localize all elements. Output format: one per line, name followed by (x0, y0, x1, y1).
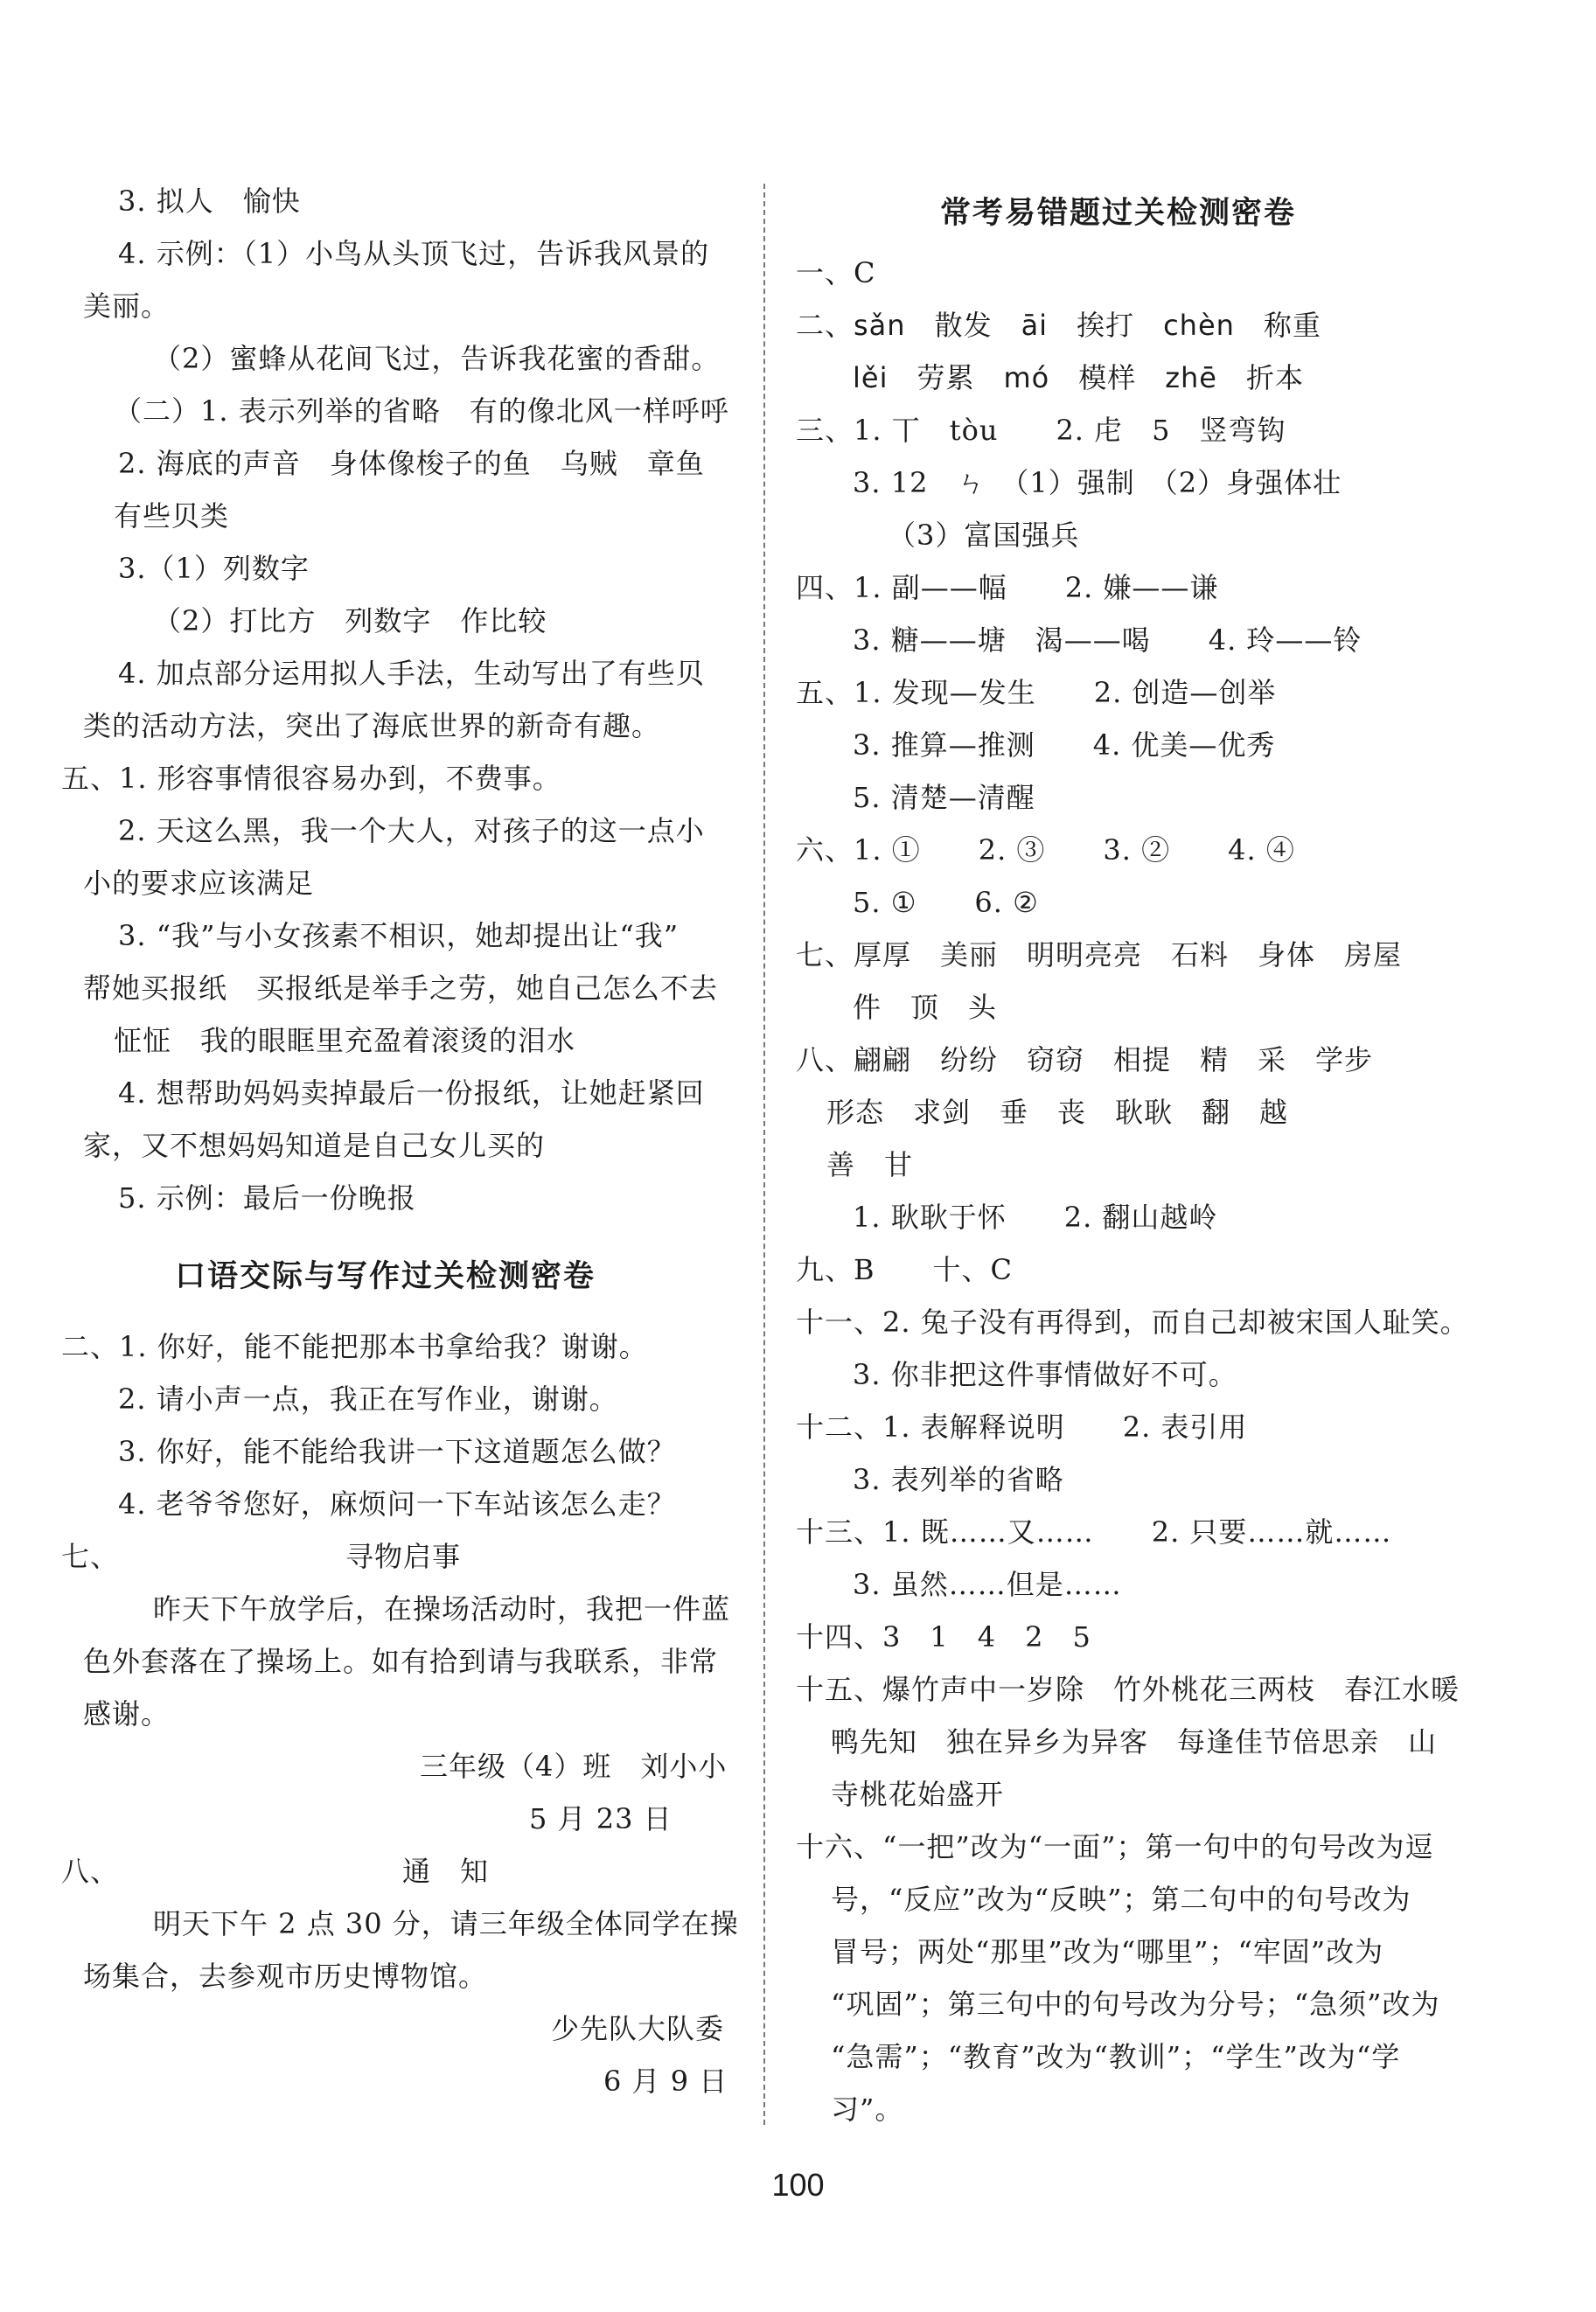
answer-line: 鸭先知 独在异乡为异客 每逢佳节倍思亲 山 (831, 1725, 1438, 1758)
answer-line: 3.（1）列数字 (118, 552, 310, 585)
answer-line: 一、C (796, 256, 876, 289)
answer-line: 十五、爆竹声中一岁除 竹外桃花三两枝 春江水暖 (796, 1673, 1460, 1706)
answer-line: 明天下午 2 点 30 分，请三年级全体同学在操 (153, 1907, 739, 1940)
answer-line: 六、1. ① 2. ③ 3. ② 4. ④ (796, 833, 1295, 867)
answer-line: 昨天下午放学后，在操场活动时，我把一件蓝 (153, 1592, 731, 1626)
answer-line: 十二、1. 表解释说明 2. 表引用 (796, 1410, 1248, 1444)
answer-line: 2. 请小声一点，我正在写作业，谢谢。 (118, 1382, 618, 1416)
answer-line: lěi 劳累 mó 模样 zhē 折本 (853, 361, 1304, 394)
answer-line: （二）1. 表示列举的省略 有的像北风一样呼呼 (114, 394, 729, 428)
answer-line: 件 顶 头 (853, 991, 998, 1024)
answer-line: 美丽。 (83, 289, 171, 323)
signature: 三年级（4）班 刘小小 (420, 1750, 728, 1783)
answer-line: 3. 你好，能不能给我讲一下这道题怎么做？ (118, 1435, 676, 1468)
answer-line: 3. “我”与小女孩素不相识，她却提出让“我” (118, 919, 680, 952)
page-number: 100 (771, 2167, 825, 2203)
answer-line: 5. 示例：最后一份晚报 (118, 1181, 416, 1215)
date: 5 月 23 日 (529, 1802, 673, 1835)
answer-line: 2. 海底的声音 身体像梭子的鱼 乌贼 章鱼 (118, 447, 705, 480)
section-title: 常考易错题过关检测密卷 (940, 196, 1297, 231)
answer-line: 小的要求应该满足 (83, 867, 315, 900)
answer-line: 八、 (61, 1855, 120, 1888)
answer-line: 帮她买报纸 买报纸是举手之劳，她自己怎么不去 (83, 971, 719, 1005)
answer-line: 怔怔 我的眼眶里充盈着滚烫的泪水 (114, 1024, 576, 1057)
answer-line: 七、 (61, 1540, 120, 1573)
answer-line: “急需”；“教育”改为“教训”；“学生”改为“学 (831, 2040, 1401, 2073)
answer-line: 十一、2. 兔子没有再得到，而自己却被宋国人耻笑。 (796, 1306, 1469, 1339)
date: 6 月 9 日 (603, 2065, 728, 2098)
answer-line: 3. 你非把这件事情做好不可。 (853, 1358, 1237, 1391)
answer-line: 4. 想帮助妈妈卖掉最后一份报纸，让她赶紧回 (118, 1076, 705, 1110)
answer-line: 九、B 十、C (796, 1253, 1014, 1286)
answer-line: 色外套落在了操场上。如有拾到请与我联系，非常 (83, 1645, 719, 1678)
answer-line: 场集合，去参观市历史博物馆。 (83, 1960, 488, 1993)
answer-line: 五、1. 形容事情很容易办到，不费事。 (61, 762, 561, 795)
answer-line: 十四、3 1 4 2 5 (796, 1620, 1091, 1654)
answer-line: 4. 示例：（1）小鸟从头顶飞过，告诉我风景的 (118, 237, 710, 270)
answer-line: 类的活动方法，突出了海底世界的新奇有趣。 (83, 709, 661, 742)
answer-line: 五、1. 发现—发生 2. 创造—创举 (796, 676, 1277, 709)
answer-line: 3. 12 ㄣ （1）强制 （2）身强体壮 (853, 466, 1342, 499)
notice-heading: 寻物启事 (345, 1540, 462, 1573)
answer-line: 4. 加点部分运用拟人手法，生动写出了有些贝 (118, 657, 705, 690)
answer-line: 寺桃花始盛开 (831, 1778, 1005, 1811)
answer-line: 3. 糖——塘 渴——喝 4. 玲——铃 (853, 623, 1363, 657)
answer-line: 5. ① 6. ② (853, 886, 1039, 919)
answer-line: 善 甘 (826, 1148, 914, 1181)
answer-line: 形态 求剑 垂 丧 耿耿 翻 越 (826, 1096, 1289, 1129)
answer-line: （3）富国强兵 (888, 519, 1080, 552)
answer-line: “巩固”；第三句中的句号改为分号；“急须”改为 (831, 1988, 1440, 2021)
notice-heading: 通 知 (402, 1855, 490, 1888)
answer-line: 4. 老爷爷您好，麻烦问一下车站该怎么走？ (118, 1487, 676, 1521)
answer-line: （2）蜜蜂从花间飞过，告诉我花蜜的香甜。 (153, 342, 721, 375)
answer-line: 5. 清楚—清醒 (853, 781, 1035, 814)
answer-line: （2）打比方 列数字 作比较 (153, 604, 547, 637)
answer-line: 四、1. 副——幅 2. 嫌——谦 (796, 571, 1219, 604)
answer-line: 3. 表列举的省略 (853, 1463, 1064, 1496)
column-divider (763, 184, 765, 2125)
signature: 少先队大队委 (551, 2012, 725, 2045)
answer-line: 家，又不想妈妈知道是自己女儿买的 (83, 1129, 546, 1162)
answer-line: 3. 虽然……但是…… (853, 1568, 1122, 1601)
answer-line: 号，“反应”改为“反映”；第二句中的句号改为 (831, 1883, 1411, 1916)
answer-line: 二、sǎn 散发 āi 挨打 chèn 称重 (796, 309, 1321, 342)
answer-line: 感谢。 (83, 1697, 171, 1731)
answer-line: 冒号；两处“那里”改为“哪里”；“牢固”改为 (831, 1935, 1384, 1968)
answer-line: 三、1. 丅 tòu 2. 虍 5 竖弯钩 (796, 414, 1286, 447)
answer-line: 3. 拟人 愉快 (118, 185, 301, 218)
answer-line: 有些贝类 (114, 499, 230, 533)
answer-line: 1. 耿耿于怀 2. 翻山越岭 (853, 1201, 1218, 1234)
answer-line: 十六、“一把”改为“一面”；第一句中的句号改为逗 (796, 1830, 1434, 1863)
answer-line: 八、翩翩 纷纷 窃窃 相提 精 采 学步 (796, 1043, 1374, 1076)
section-title: 口语交际与写作过关检测密卷 (175, 1259, 596, 1294)
answer-line: 3. 推算—推测 4. 优美—优秀 (853, 728, 1276, 762)
answer-line: 2. 天这么黑，我一个大人，对孩子的这一点小 (118, 814, 705, 847)
answer-line: 七、厚厚 美丽 明明亮亮 石料 身体 房屋 (796, 938, 1403, 971)
answer-line: 十三、1. 既……又…… 2. 只要……就…… (796, 1515, 1392, 1549)
answer-line: 二、1. 你好，能不能把那本书拿给我？谢谢。 (61, 1330, 648, 1363)
answer-line: 习”。 (831, 2093, 904, 2126)
